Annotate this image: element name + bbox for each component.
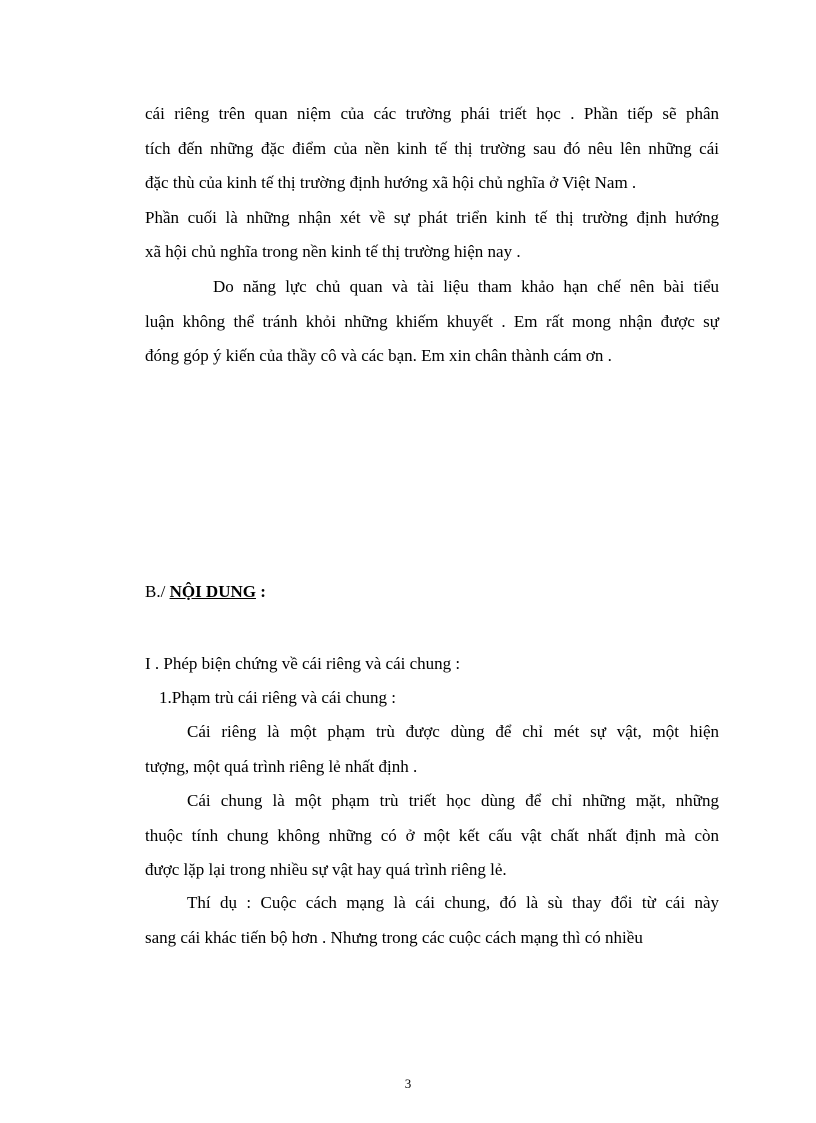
text-line: tích đến những đặc điểm của nền kinh tế thị trường sau đó nêu lên những cái: [145, 138, 719, 158]
section-title: NỘI DUNG: [169, 582, 256, 601]
text-line: tượng, một quá trình riêng lẻ nhất định .: [145, 756, 418, 776]
text-line: cái riêng trên quan niệm của các trường phái triết học . Phần tiếp sẽ phân: [145, 104, 719, 123]
text-line: Thí dụ : Cuộc cách mạng là cái chung, đó là sù thay đổi từ cái này: [187, 893, 719, 912]
section-suffix: :: [255, 582, 266, 601]
section-prefix: B./: [145, 582, 170, 601]
text-line: xã hội chủ nghĩa trong nền kinh tế thị trường hiện nay .: [145, 242, 521, 261]
text-line: được lặp lại trong nhiều sự vật hay quá trình riêng lẻ.: [145, 860, 507, 879]
body-paragraph-2: [145, 784, 719, 888]
part-heading: I . Phép biện chứng về cái riêng và cái chung :: [145, 654, 461, 673]
text-line: Do năng lực chủ quan và tài liệu tham khảo hạn chế nên bài tiểu: [213, 277, 719, 296]
section-heading: [145, 582, 266, 602]
text-line: đặc thù của kinh tế thị trường định hướng xã hội chủ nghĩa ở Việt Nam .: [145, 173, 637, 192]
text-line: Cái riêng là một phạm trù được dùng để chỉ mét sự vật, một hiện: [187, 722, 719, 741]
text-line: Cái chung là một phạm trù triết học dùng để chỉ những mặt, những: [187, 791, 719, 810]
body-paragraph-1: [145, 715, 719, 784]
subheading: 1.Phạm trù cái riêng và cái chung :: [159, 688, 396, 707]
body-paragraph-3: [145, 886, 719, 955]
text-line: luận không thể tránh khỏi những khiếm khuyết . Em rất mong nhận được sự: [145, 311, 719, 331]
page-number: 3: [404, 1076, 412, 1091]
text-line: sang cái khác tiến bộ hơn . Nhưng trong các cuộc cách mạng thì có nhiều: [145, 927, 643, 947]
text-line: đóng góp ý kiến của thầy cô và các bạn. Em xin chân thành cám ơn .: [145, 346, 612, 365]
intro-paragraph-1: [145, 97, 719, 270]
text-line: thuộc tính chung không những có ở một kết cấu vật chất nhất định mà còn: [145, 825, 719, 845]
text-line: Phần cuối là những nhận xét về sự phát triển kinh tế thị trường định hướng: [145, 207, 719, 227]
intro-paragraph-2: [145, 270, 719, 374]
